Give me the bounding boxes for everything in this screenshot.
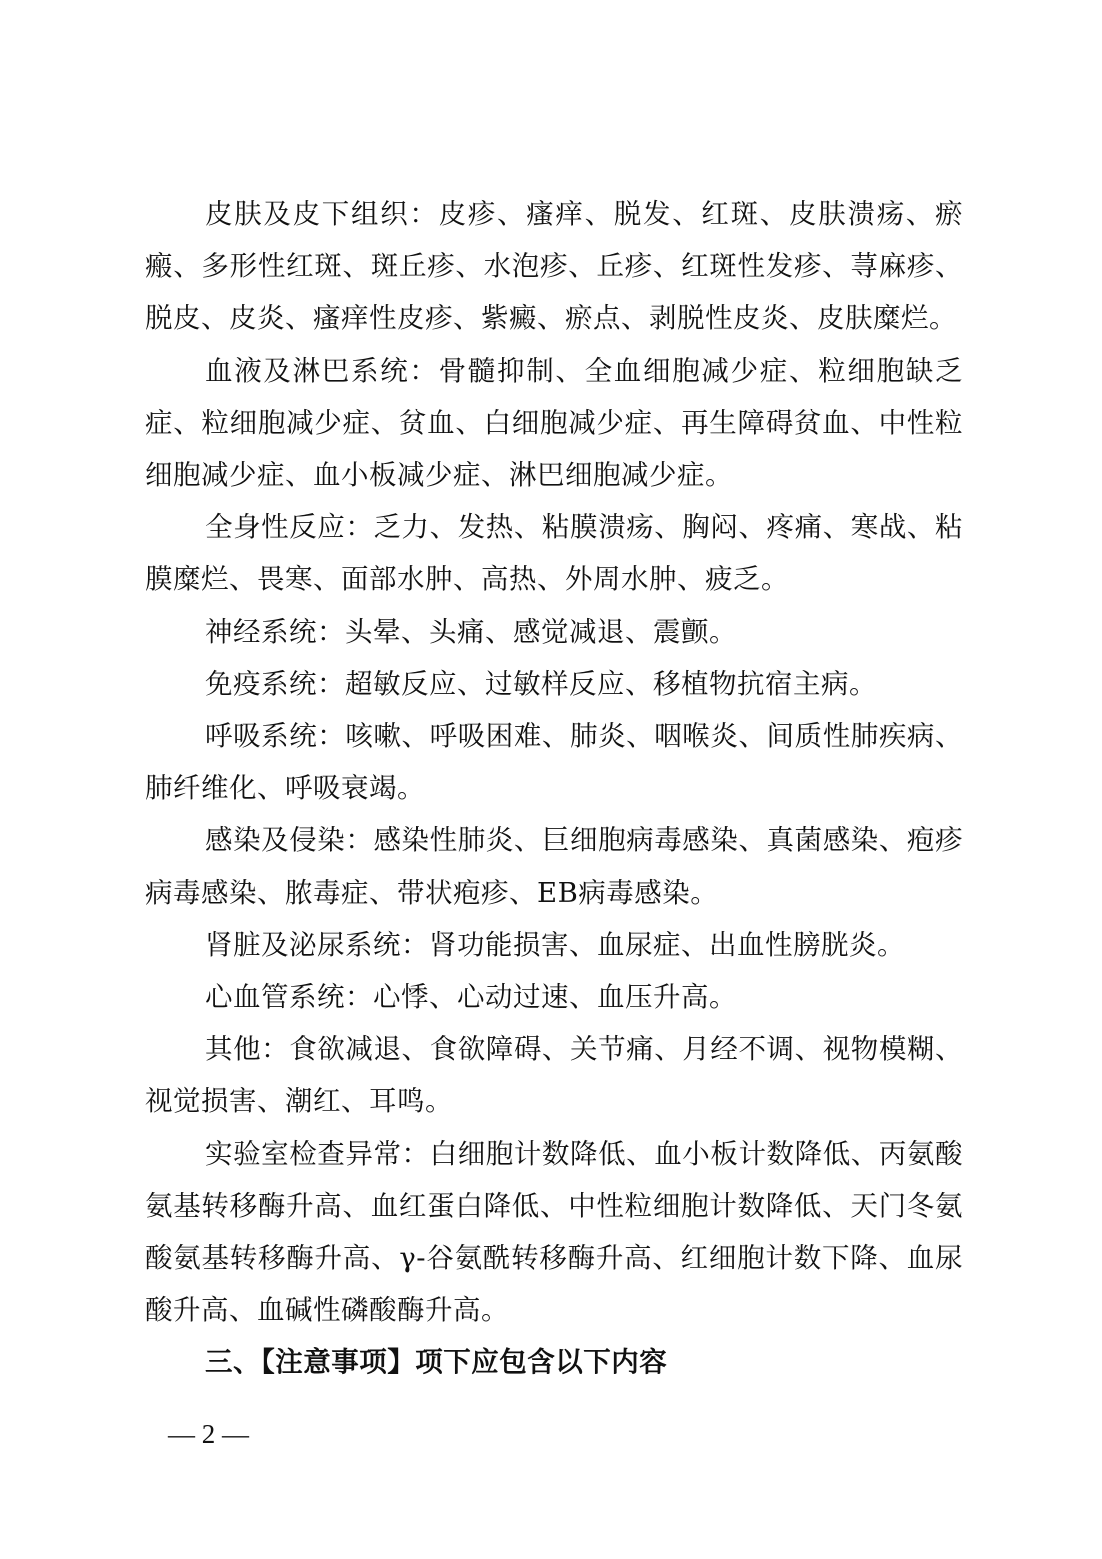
paragraph-other: 其他：食欲减退、食欲障碍、关节痛、月经不调、视物模糊、视觉损害、潮红、耳鸣。	[145, 1033, 963, 1118]
paragraph-lab-abnormal: 实验室检查异常：白细胞计数降低、血小板计数降低、丙氨酸氨基转移酶升高、血红蛋白降低、中性粒细胞计数降低、天门冬氨酸氨基转移酶升高、γ-谷氨酰转移酶升高、红细胞计数下降、血尿酸升高、血碱性磷酸酶升高。	[145, 1137, 963, 1327]
paragraph-cardiovascular: 心血管系统：心悸、心动过速、血压升高。	[205, 981, 737, 1014]
paragraph-systemic: 全身性反应：乏力、发热、粘膜溃疡、胸闷、疼痛、寒战、粘膜糜烂、畏寒、面部水肿、高热、外周水肿、疲乏。	[145, 511, 963, 596]
paragraph-infection: 感染及侵染：感染性肺炎、巨细胞病毒感染、真菌感染、疱疹病毒感染、脓毒症、带状疱疹、EB病毒感染。	[145, 824, 963, 909]
section-heading: 三、【注意事项】项下应包含以下内容	[205, 1346, 668, 1379]
page-number: — 2 —	[168, 1419, 249, 1449]
paragraph-renal: 肾脏及泌尿系统：肾功能损害、血尿症、出血性膀胱炎。	[205, 928, 905, 961]
paragraph-immune: 免疫系统：超敏反应、过敏样反应、移植物抗宿主病。	[205, 667, 877, 700]
paragraph-nervous: 神经系统：头晕、头痛、感觉减退、震颤。	[205, 615, 737, 648]
document-body	[145, 188, 963, 1389]
paragraph-skin: 皮肤及皮下组织：皮疹、瘙痒、脱发、红斑、皮肤溃疡、瘀瘢、多形性红斑、斑丘疹、水泡疹、丘疹、红斑性发疹、荨麻疹、脱皮、皮炎、瘙痒性皮疹、紫癜、瘀点、剥脱性皮炎、皮肤糜烂。	[145, 198, 963, 335]
paragraph-blood-lymph: 血液及淋巴系统：骨髓抑制、全血细胞减少症、粒细胞缺乏症、粒细胞减少症、贫血、白细胞减少症、再生障碍贫血、中性粒细胞减少症、血小板减少症、淋巴细胞减少症。	[145, 354, 963, 492]
paragraph-respiratory: 呼吸系统：咳嗽、呼吸困难、肺炎、咽喉炎、间质性肺疾病、肺纤维化、呼吸衰竭。	[145, 720, 963, 805]
